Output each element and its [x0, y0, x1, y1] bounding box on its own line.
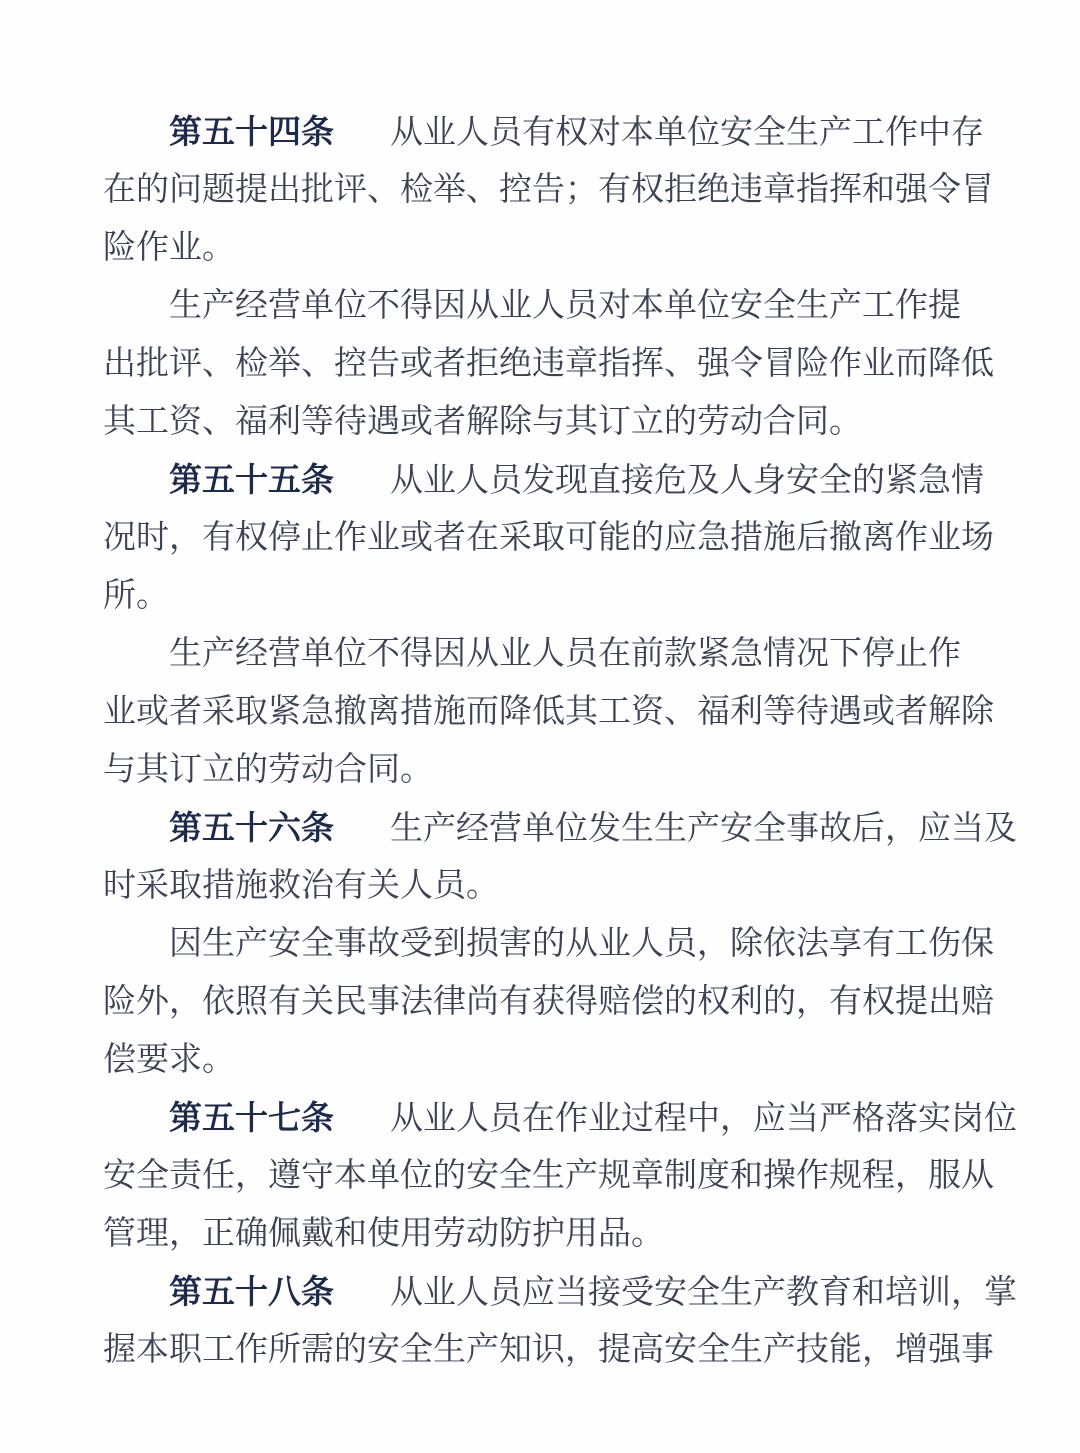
text-line: 因生产安全事故受到损害的从业人员，除依法享有工伤保 [169, 926, 994, 962]
text-run: 从业人员在作业过程中，应当严格落实岗位 [390, 1101, 1017, 1137]
text-line: 生产经营单位不得因从业人员在前款紧急情况下停止作 [169, 636, 961, 672]
document-body [103, 103, 1017, 1379]
text-line: 险作业。 [103, 230, 235, 266]
article-57 [103, 1089, 1017, 1263]
text-line: 况时，有权停止作业或者在采取可能的应急措施后撤离作业场 [103, 520, 994, 556]
article-56-compensation [103, 915, 1003, 1089]
text-line: 在的问题提出批评、检举、控告；有权拒绝违章指挥和强令冒 [103, 172, 994, 208]
text-line: 与其订立的劳动合同。 [103, 752, 433, 788]
text-line: 业或者采取紧急撤离措施而降低其工资、福利等待遇或者解除 [103, 694, 994, 730]
text-line [103, 103, 1003, 161]
article-number-56: 第五十六条 [169, 809, 334, 846]
article-55-continuation [103, 625, 1003, 799]
article-number-57: 第五十七条 [169, 1099, 334, 1136]
text-line: 管理，正确佩戴和使用劳动防护用品。 [103, 1216, 664, 1252]
article-number-54: 第五十四条 [169, 113, 334, 150]
text-line [103, 799, 1017, 857]
text-line [103, 1263, 1017, 1321]
text-line: 握本职工作所需的安全生产知识，提高安全生产技能，增强事 [103, 1332, 994, 1368]
text-line: 时采取措施救治有关人员。 [103, 868, 499, 904]
text-run: 从业人员应当接受安全生产教育和培训，掌 [390, 1275, 1017, 1311]
text-line: 险外，依照有关民事法律尚有获得赔偿的权利的，有权提出赔 [103, 984, 994, 1020]
text-line [103, 1089, 1017, 1147]
article-54 [103, 103, 1003, 277]
text-line: 所。 [103, 578, 169, 614]
article-number-55: 第五十五条 [169, 461, 334, 498]
article-58 [103, 1263, 1017, 1379]
text-line: 出批评、检举、控告或者拒绝违章指挥、强令冒险作业而降低 [103, 346, 994, 382]
article-54-continuation [103, 277, 1003, 451]
text-run: 从业人员发现直接危及人身安全的紧急情 [390, 463, 984, 499]
text-line: 其工资、福利等待遇或者解除与其订立的劳动合同。 [103, 404, 862, 440]
text-line: 偿要求。 [103, 1042, 235, 1078]
text-run: 从业人员有权对本单位安全生产工作中存 [390, 115, 984, 151]
text-line [103, 451, 1003, 509]
text-line: 生产经营单位不得因从业人员对本单位安全生产工作提 [169, 288, 961, 324]
text-run: 生产经营单位发生生产安全事故后，应当及 [390, 811, 1017, 847]
text-line: 安全责任，遵守本单位的安全生产规章制度和操作规程，服从 [103, 1158, 994, 1194]
article-55 [103, 451, 1003, 625]
article-number-58: 第五十八条 [169, 1273, 334, 1310]
article-56 [103, 799, 1017, 915]
